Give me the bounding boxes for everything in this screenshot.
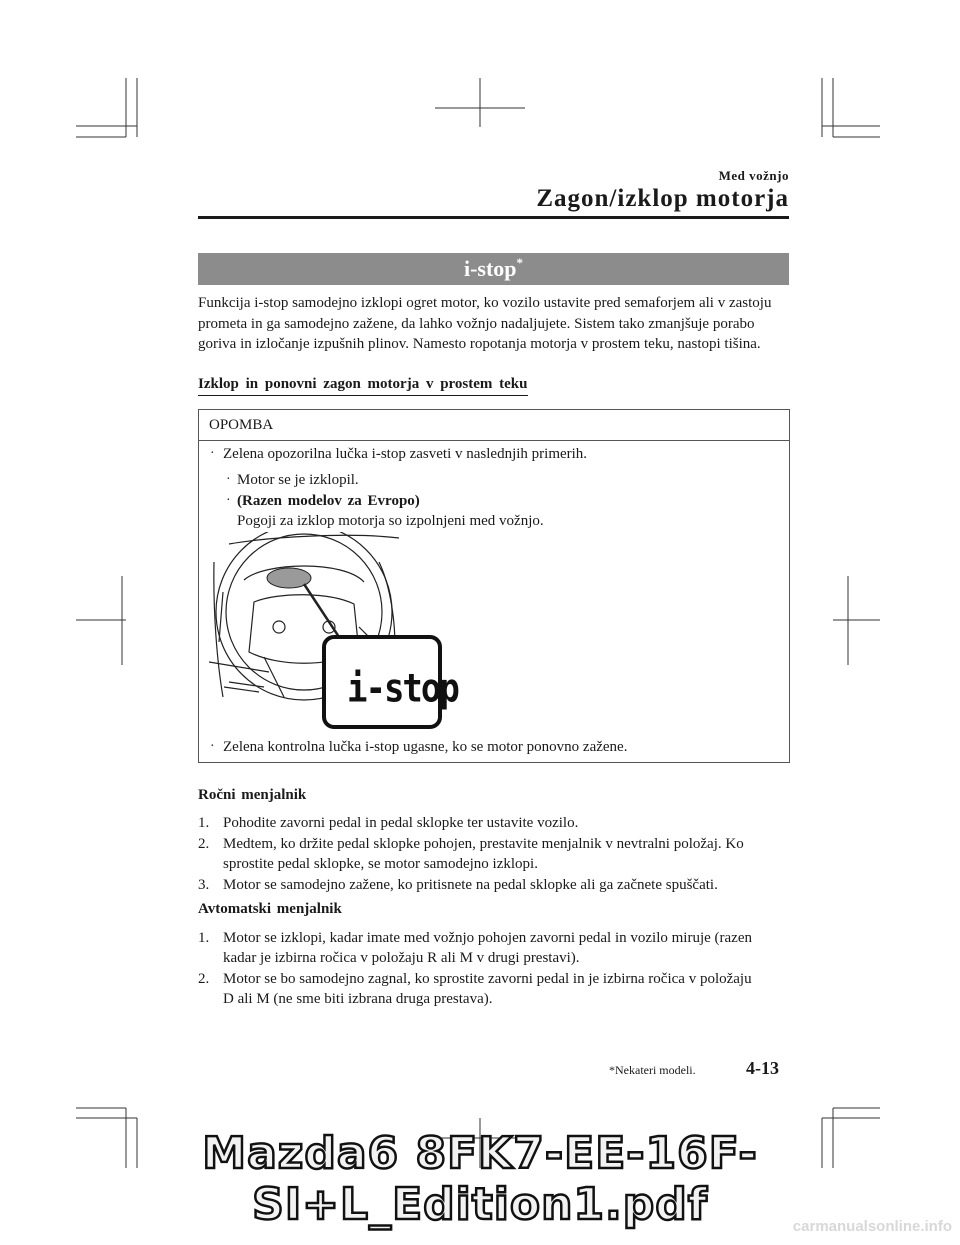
section-subtitle: Med vožnjo [718, 168, 789, 183]
header-rule [198, 216, 789, 219]
step-text: Medtem, ko držite pedal sklopke pohojen, prestavite menjalnik v nevtralni položaj. Ko [223, 836, 744, 852]
step-text: Pohodite zavorni pedal in pedal sklopke ter ustavite vozilo. [223, 815, 579, 831]
site-watermark: carmanualsonline.info [792, 1218, 952, 1235]
bullet-icon: · [210, 739, 215, 754]
step-text: sprostite pedal sklopke, se motor samodejno izklopi. [223, 856, 538, 872]
section-title: Zagon/izklop motorja [536, 185, 789, 212]
note-item-1: Zelena opozorilna lučka i-stop zasveti v naslednjih primerih. [223, 446, 588, 462]
bullet-icon: · [210, 446, 215, 461]
page-number: 4-13 [746, 1058, 779, 1078]
step-number: 2. [198, 836, 210, 852]
note-subitem-2-text: Pogoji za izklop motorja so izpolnjeni med vožnjo. [237, 513, 544, 529]
note-header [199, 410, 789, 441]
automatic-heading: Avtomatski menjalnik [198, 901, 342, 917]
manual-heading: Ročni menjalnik [198, 787, 307, 803]
topic-title: i-stop [463, 256, 517, 281]
step-number: 1. [198, 815, 210, 831]
topic-banner [198, 253, 789, 285]
note-title: OPOMBA [209, 417, 274, 433]
step-number: 2. [198, 971, 210, 987]
istop-indicator-label: i-stop [347, 666, 458, 712]
step-text: kadar je izbirna ročica v položaju R ali M v drugi prestavi). [223, 950, 580, 966]
pdf-filename-watermark: Mazda6 8FK7-EE-16F-SI+L_Edition1.pdf [202, 1128, 758, 1230]
note-box [198, 409, 790, 763]
note-item-2: Zelena kontrolna lučka i-stop ugasne, ko se motor ponovno zažene. [223, 739, 628, 755]
footnote: *Nekateri modeli. [609, 1063, 696, 1077]
topic-asterisk: * [516, 255, 524, 270]
step-text: Motor se bo samodejno zagnal, ko sprostite zavorni pedal in je izbirna ročica v položaju [223, 971, 752, 987]
bullet-icon: · [226, 472, 231, 487]
bullet-icon: · [226, 493, 231, 508]
intro-paragraph: Funkcija i-stop samodejno izklopi ogret motor, ko vozilo ustavite pred semaforjem ali v zastoju prometa in ga samodejno zažene, da lahko vožnjo nadaljujete. Sistem tako zmanjšuje porabo goriva in izločanje izpušnih plinov. Namesto ropotanja motorja v prostem teku, nastopi tišina. [198, 295, 772, 352]
step-text: D ali M (ne sme biti izbrana druga prestava). [223, 991, 493, 1007]
note-subitem-2-title: (Razen modelov za Evropo) [237, 493, 420, 509]
subheading: Izklop in ponovni zagon motorja v prostem teku [198, 376, 528, 396]
step-number: 1. [198, 930, 210, 946]
step-text: Motor se izklopi, kadar imate med vožnjo pohojen zavorni pedal in vozilo miruje (razen [223, 930, 752, 946]
step-text: Motor se samodejno zažene, ko pritisnete na pedal sklopke ali ga začnete spuščati. [223, 877, 718, 893]
note-subitem-1: Motor se je izklopil. [237, 472, 359, 488]
step-number: 3. [198, 877, 210, 893]
